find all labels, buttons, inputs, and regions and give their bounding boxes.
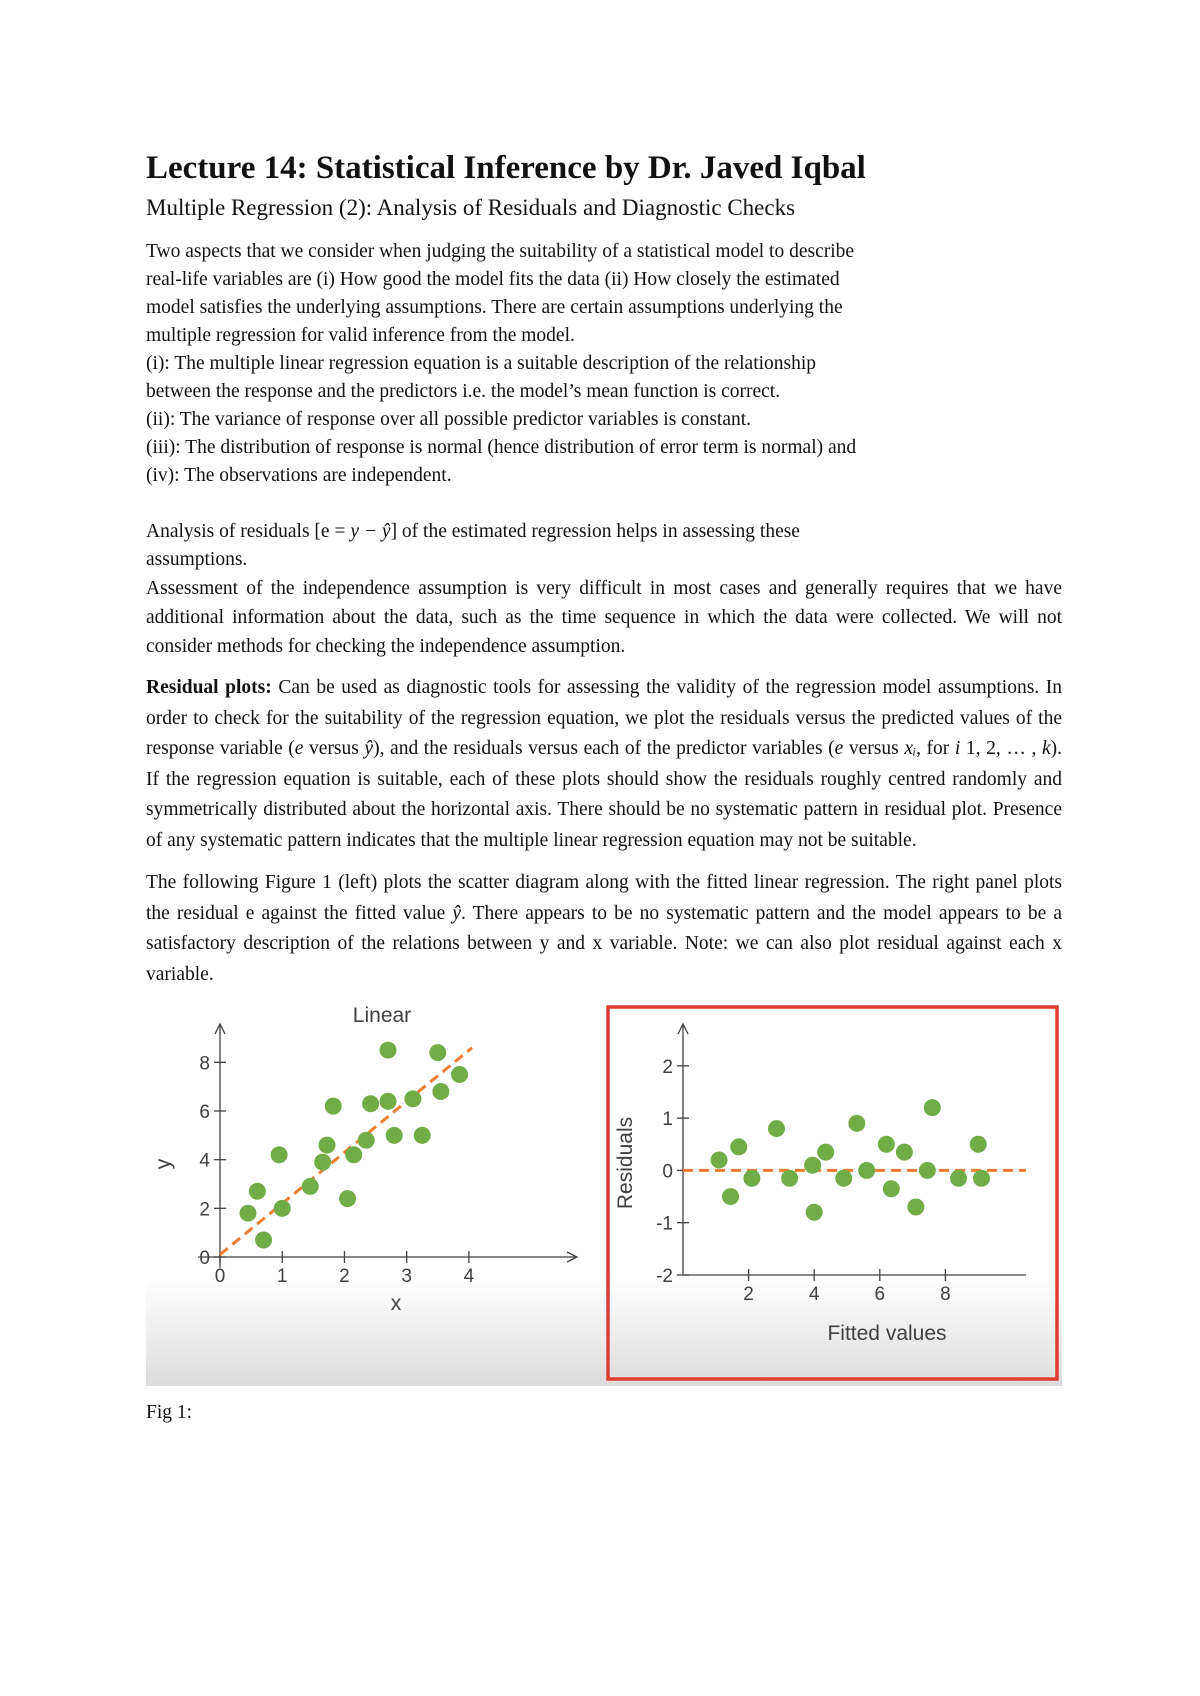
data-point	[414, 1127, 431, 1144]
intro-block	[146, 238, 1062, 661]
data-point	[806, 1204, 823, 1221]
data-point	[835, 1170, 852, 1187]
residual-formula: y − ŷ	[350, 521, 391, 542]
data-point	[743, 1170, 760, 1187]
x-tick-label: 6	[874, 1284, 886, 1305]
residual-plots-paragraph: Residual plots: Can be used as diagnostic tools for assessing the validity of the regression model assumptions. In order to check for the suitability of the regression equation, we plot the residuals versus the predicted values of the response variable (e versus ŷ), and the residuals versus each of the predictor variables (e versus xᵢ, for i 1, 2, … , k). If the regression equation is suitable, each of these plots should show the residuals roughly centred randomly and symmetrically distributed about the horizontal axis. There should be no systematic pattern in residual plot. Presence of any systematic pattern indicates that the multiple linear regression equation may not be suitable.	[146, 677, 1062, 851]
intro-line: real-life variables are (i) How good the model fits the data (ii) How closely the estimated	[146, 269, 840, 290]
x-tick-label: 4	[808, 1284, 820, 1305]
data-point	[362, 1095, 379, 1112]
data-point	[319, 1137, 336, 1154]
data-point	[302, 1178, 319, 1195]
y-tick-label: -2	[656, 1266, 673, 1287]
residual-analysis-line2: assumptions.	[146, 549, 248, 570]
y-tick-label: 4	[199, 1150, 210, 1172]
left-y-axis-label: y	[152, 1158, 175, 1170]
y-tick-label: 1	[662, 1109, 673, 1131]
data-point	[878, 1136, 895, 1153]
x-tick-label: 2	[339, 1266, 350, 1287]
assumption-i-cont: between the response and the predictors i.e. the model’s mean function is correct.	[146, 381, 781, 402]
y-tick-label: 0	[662, 1161, 673, 1183]
data-point	[451, 1066, 468, 1083]
data-point	[711, 1151, 728, 1168]
data-point	[271, 1146, 288, 1163]
figure-1-charts	[146, 998, 1062, 1386]
data-point	[896, 1144, 913, 1161]
data-point	[924, 1099, 941, 1116]
data-point	[858, 1162, 875, 1179]
data-point	[804, 1157, 821, 1174]
assumption-ii: (ii): The variance of response over all possible predictor variables is constant.	[146, 409, 752, 430]
data-point	[883, 1180, 900, 1197]
assumption-i: (i): The multiple linear regression equation is a suitable description of the relationship	[146, 353, 817, 374]
left-chart-title: Linear	[352, 1004, 412, 1027]
data-point	[722, 1188, 739, 1205]
data-point	[404, 1090, 421, 1107]
data-point	[386, 1127, 403, 1144]
residual-plots-heading: Residual plots:	[146, 677, 272, 698]
data-point	[240, 1205, 257, 1222]
data-point	[973, 1170, 990, 1187]
y-tick-label: 2	[662, 1056, 673, 1078]
y-tick-label: 8	[199, 1053, 210, 1075]
data-point	[345, 1146, 362, 1163]
data-point	[919, 1162, 936, 1179]
data-point	[950, 1170, 967, 1187]
y-tick-label: 6	[199, 1102, 210, 1123]
right-x-axis-label: Fitted values	[827, 1322, 947, 1345]
y-tick-label: 2	[199, 1199, 210, 1221]
left-scatter-chart	[152, 1004, 577, 1315]
figure-1	[146, 998, 1062, 1386]
right-y-axis-label: Residuals	[614, 1116, 637, 1210]
data-point	[817, 1144, 834, 1161]
data-point	[380, 1042, 397, 1059]
intro-line: multiple regression for valid inference from the model.	[146, 325, 575, 346]
data-point	[970, 1136, 987, 1153]
document-title: Lecture 14: Statistical Inference by Dr. Javed Iqbal	[146, 150, 866, 186]
document-subtitle: Multiple Regression (2): Analysis of Residuals and Diagnostic Checks	[146, 195, 796, 220]
independence-paragraph: Assessment of the independence assumption is very difficult in most cases and generally requires that we have additional information about the data, such as the time sequence in which the data were collected. We will not consider methods for checking the independence assumption.	[146, 578, 1062, 657]
intro-line: Two aspects that we consider when judging the suitability of a statistical model to describe	[146, 241, 855, 262]
data-point	[730, 1138, 747, 1155]
intro-line: model satisfies the underlying assumptions. There are certain assumptions underlying the	[146, 297, 843, 318]
assumption-iv: (iv): The observations are independent.	[146, 465, 452, 486]
document-page	[146, 146, 1062, 1424]
data-point	[429, 1044, 446, 1061]
data-point	[274, 1200, 291, 1217]
x-tick-label: 4	[463, 1266, 475, 1287]
x-tick-label: 2	[743, 1284, 754, 1305]
data-point	[432, 1083, 449, 1100]
y-tick-label: 0	[199, 1248, 210, 1269]
data-point	[848, 1115, 865, 1132]
left-x-axis-label: x	[390, 1292, 402, 1315]
data-point	[249, 1183, 266, 1200]
data-point	[768, 1120, 785, 1137]
y-tick-label: -1	[656, 1213, 673, 1235]
x-tick-label: 8	[940, 1284, 951, 1305]
fitted-regression-line	[220, 1048, 472, 1255]
data-point	[358, 1132, 375, 1149]
figure-caption: Fig 1:	[146, 1402, 193, 1423]
assumption-iii: (iii): The distribution of response is normal (hence distribution of error term is normal) and	[146, 437, 857, 458]
data-point	[339, 1190, 356, 1207]
residual-analysis-line: Analysis of residuals [e = y − ŷ] of the estimated regression helps in assessing these	[146, 521, 800, 542]
right-residual-chart	[608, 1007, 1057, 1379]
data-point	[907, 1199, 924, 1216]
data-point	[325, 1098, 342, 1115]
data-point	[781, 1170, 798, 1187]
figure-description-paragraph: The following Figure 1 (left) plots the scatter diagram along with the fitted linear regression. The right panel plots the residual e against the fitted value ŷ. There appears to be no systematic pattern and the model appears to be a satisfactory description of the relations between y and x variable. Note: we can also plot residual against each x variable.	[146, 872, 1062, 985]
x-tick-label: 1	[276, 1266, 288, 1287]
data-point	[314, 1154, 331, 1171]
data-point	[380, 1093, 397, 1110]
x-tick-label: 3	[401, 1266, 412, 1287]
x-tick-label: 0	[214, 1266, 226, 1287]
data-point	[255, 1231, 272, 1248]
